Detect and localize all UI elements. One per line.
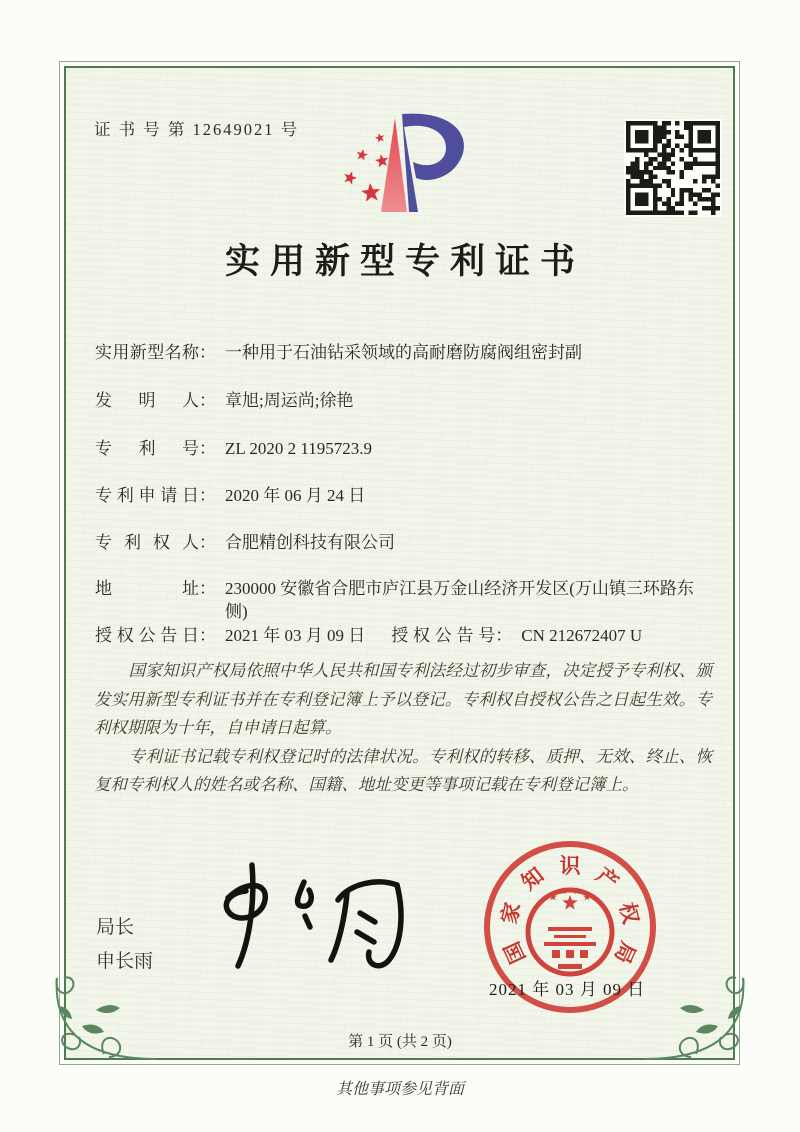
field-value: 一种用于石油钻采领域的高耐磨防腐阀组密封副 — [225, 343, 582, 362]
signer-title: 局长 — [96, 917, 135, 938]
national-emblem-icon — [522, 880, 618, 984]
legal-paragraph-2: 专利证书记载专利权登记时的法律状况。专利权的转移、质押、无效、终止、恢复和专利权人的姓名或名称、国籍、地址变更等事项记载在专利登记簿上。 — [94, 746, 712, 794]
field-label: 发明人 — [95, 391, 199, 410]
field-patent-number: 专利号 ： ZL 2020 2 1195723.9 — [95, 437, 715, 460]
back-side-note: 其他事项参见背面 — [335, 1081, 464, 1098]
page-indicator: 第 1 页 (共 2 页) — [348, 1034, 452, 1050]
field-grant-row — [95, 624, 715, 647]
field-value: 章旭;周运尚;徐艳 — [225, 391, 354, 410]
logo-wedge — [381, 118, 407, 212]
field-patentee: 专利权人 ： 合肥精创科技有限公司 — [95, 531, 715, 554]
field-label: 专利权人 — [95, 533, 199, 552]
field-inventors: 发明人 ： 章旭;周运尚;徐艳 — [95, 389, 715, 412]
field-utility-model-name: 实用新型名称 ： 一种用于石油钻采领域的高耐磨防腐阀组密封副 — [95, 341, 715, 364]
signer-name: 申长雨 — [96, 951, 154, 972]
grant-number-pair: 授权公告号 ： CN 212672407 U — [391, 626, 643, 645]
field-label: 授权公告号 — [391, 626, 496, 645]
seal-date: 2021 年 03 月 09 日 — [489, 980, 646, 999]
field-value: ZL 2020 2 1195723.9 — [225, 439, 373, 458]
official-seal: 国 家 知 识 产 权 局 — [484, 841, 656, 1013]
field-label: 专利号 — [95, 439, 199, 458]
director-signature — [198, 858, 443, 986]
certificate-number: 证 书 号 第 12649021 号 — [94, 120, 300, 139]
field-label: 授权公告日 — [95, 626, 199, 645]
field-label: 实用新型名称 — [95, 343, 199, 362]
field-value: 2020 年 06 月 24 日 — [225, 486, 366, 505]
legal-text — [94, 657, 712, 800]
cnipa-logo-icon — [336, 110, 464, 220]
field-value: 2021 年 03 月 09 日 — [225, 626, 366, 645]
certificate-title: 实用新型专利证书 — [224, 242, 585, 281]
field-value: 合肥精创科技有限公司 — [225, 533, 395, 552]
grant-date-pair: 授权公告日 ： 2021 年 03 月 09 日 — [95, 626, 366, 645]
field-address: 地址 ： 230000 安徽省合肥市庐江县万金山经济开发区(万山镇三环路东侧) — [95, 577, 715, 623]
qr-code — [624, 119, 722, 217]
logo-letter-p — [402, 114, 464, 212]
logo-stars — [342, 132, 390, 202]
corner-flourish-icon — [642, 966, 754, 1064]
field-label: 地址 — [95, 579, 199, 598]
field-value: CN 212672407 U — [521, 626, 643, 645]
field-label: 专利申请日 — [95, 486, 199, 505]
field-filing-date: 专利申请日 ： 2020 年 06 月 24 日 — [95, 484, 715, 507]
field-value: 230000 安徽省合肥市庐江县万金山经济开发区(万山镇三环路东侧) — [225, 579, 694, 621]
legal-paragraph-1: 国家知识产权局依照中华人民共和国专利法经过初步审查，决定授予专利权、颁发实用新型专利证书并在专利登记簿上予以登记。专利权自授权公告之日起生效。专利权期限为十年，自申请日起算。 — [94, 661, 712, 737]
corner-flourish-icon — [46, 966, 158, 1064]
